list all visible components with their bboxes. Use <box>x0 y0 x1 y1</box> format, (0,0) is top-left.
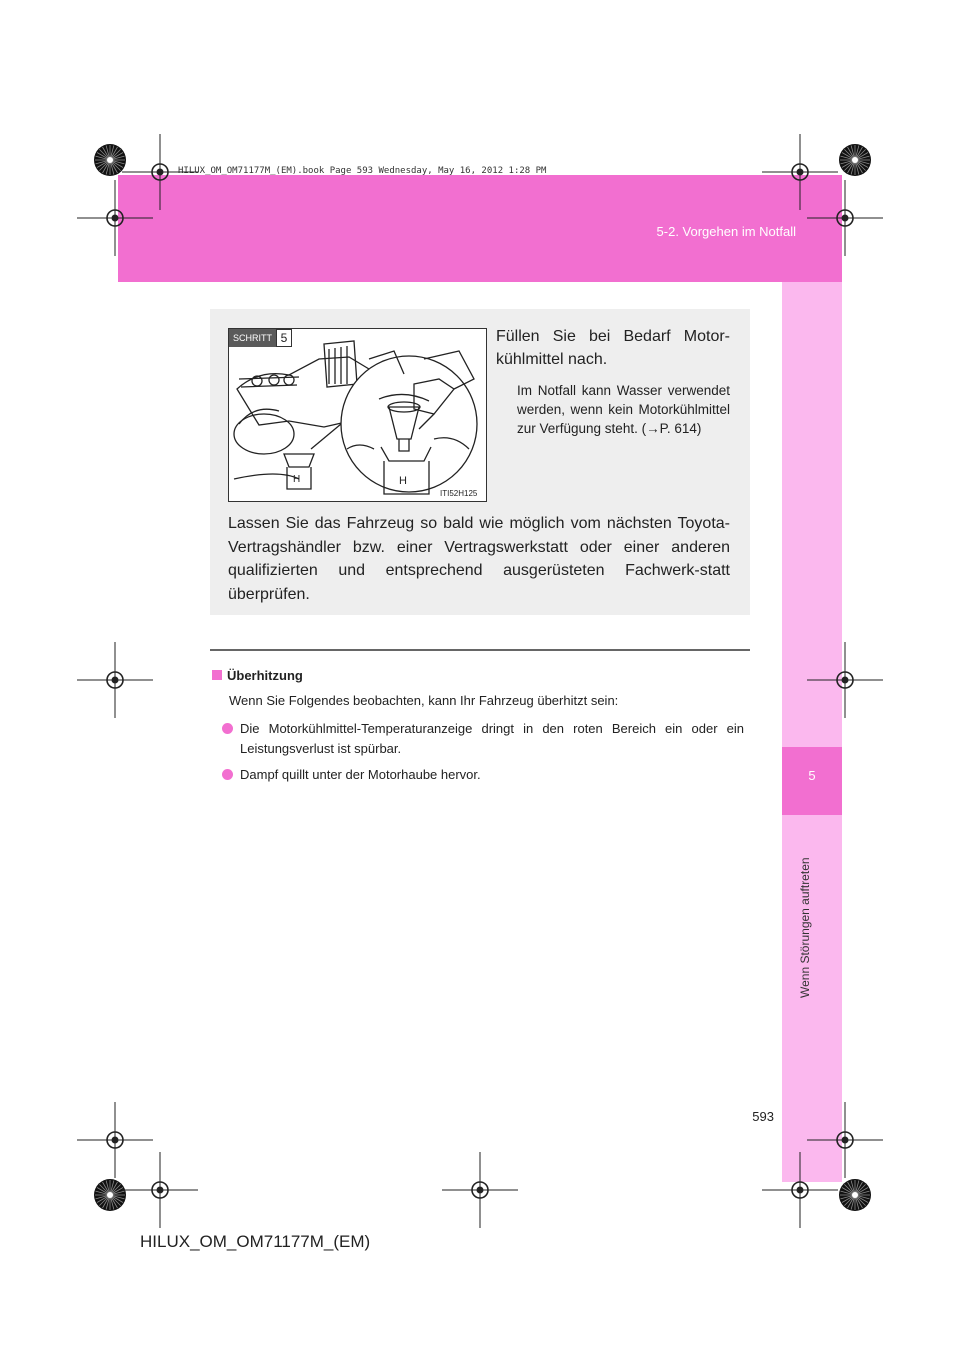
list-item-text: Die Motorkühlmittel-Temperaturanzeige dringt in den roten Bereich ein oder ein Leistungsverlust ist spürbar. <box>240 721 744 756</box>
crosshair-mark <box>807 642 883 718</box>
crosshair-mark <box>77 642 153 718</box>
crosshair-mark <box>122 1152 198 1228</box>
section-heading-text: Überhitzung <box>227 668 303 683</box>
svg-text:H: H <box>399 475 407 487</box>
section-heading <box>212 668 303 683</box>
step-note: Im Notfall kann Wasser verwendet werden, wenn kein Motorkühlmittel zur Verfügung steht. (→P. 614) <box>517 383 730 436</box>
crosshair-mark <box>762 1152 838 1228</box>
registration-disc <box>838 1178 872 1212</box>
section-title: 5-2. Vorgehen im Notfall <box>656 224 796 239</box>
chapter-title-vertical <box>781 820 812 1000</box>
circle-bullet-icon <box>222 769 233 780</box>
print-info: HILUX_OM_OM71177M_(EM).book Page 593 Wednesday, May 16, 2012 1:28 PM <box>178 166 547 176</box>
list-item <box>210 765 740 785</box>
page-number: 593 <box>752 1109 774 1124</box>
list-item-text: Dampf quillt unter der Motorhaube hervor. <box>240 767 481 782</box>
list-item <box>210 719 744 759</box>
square-bullet-icon <box>212 670 222 680</box>
crosshair-mark <box>77 180 153 256</box>
step-badge <box>229 329 292 347</box>
illustration-code: ITI52H125 <box>440 489 478 498</box>
section-intro: Wenn Sie Folgendes beobachten, kann Ihr Fahrzeug überhitzt sein: <box>229 693 619 708</box>
crosshair-mark <box>807 180 883 256</box>
advice-paragraph: Lassen Sie das Fahrzeug so bald wie möglich vom nächsten Toyota-Vertragshändler bzw. einer Vertragswerkstatt oder einer anderen qualifizierten und entsprechend ausgerüsteten Fachwerk-statt überprüfen. <box>228 515 730 603</box>
side-tab <box>782 282 842 1182</box>
circle-bullet-icon <box>222 723 233 734</box>
engine-illustration <box>228 328 487 502</box>
registration-disc <box>838 143 872 177</box>
step-instruction: Füllen Sie bei Bedarf Motor-kühlmittel nach. <box>496 328 730 368</box>
chapter-title: Wenn Störungen auftreten <box>798 857 812 998</box>
coolant-refill-drawing <box>229 329 486 501</box>
step-number: 5 <box>276 329 292 347</box>
crosshair-mark <box>442 1152 518 1228</box>
section-divider <box>210 649 750 651</box>
chapter-number: 5 <box>808 768 816 783</box>
footer-document-code: HILUX_OM_OM71177M_(EM) <box>140 1232 371 1251</box>
step-label: SCHRITT <box>229 329 276 347</box>
svg-text:H: H <box>293 474 301 485</box>
